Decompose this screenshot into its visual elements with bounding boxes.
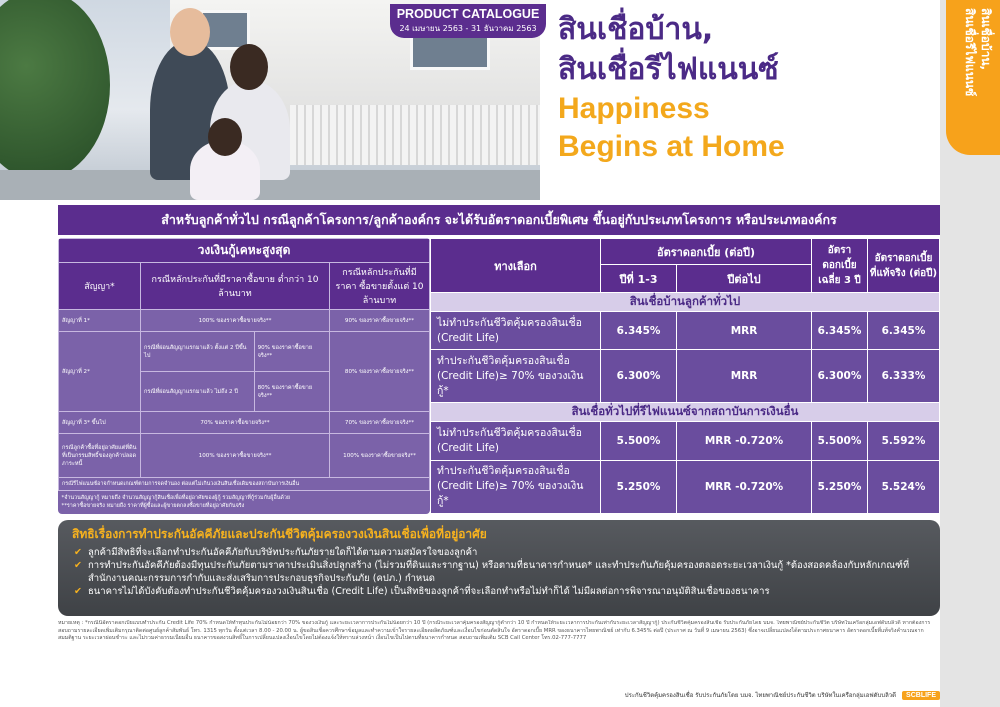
rate-option-cell (431, 422, 601, 460)
scblife-logo: SCBLIFE (902, 691, 940, 700)
fence-graphic (290, 105, 540, 165)
checkmark-icon: ✔ (74, 547, 82, 558)
rate-year13-value: 5.250% (601, 460, 677, 513)
loan-row4-under: 100% ของราคาซื้อขายจริง** (141, 434, 330, 478)
rate-year13-value: 5.500% (601, 422, 677, 460)
rate-option-line2: (Credit Life) (437, 442, 500, 454)
list-item (74, 559, 924, 585)
tree-graphic (0, 0, 110, 180)
rate-avg-value: 6.300% (812, 350, 868, 403)
loan-limit-table (58, 238, 430, 514)
benefit-text: การทำประกันอัคคีภัยต้องมีทุนประกันภัยตามราคาประเมินสิ่งปลูกสร้าง (ไม่รวมที่ดินและรากฐาน) หรือตามที่ธนาคารกำหนด* และทำประกันภัยคุ้มครองตลอดระยะเวลาเงินกู้ *ต้องสอดคล้องกับหลักเกณฑ์ที่สำนักงานคณะกรรมการกำกับและส่งเสริมการประกอบธุรกิจประกันภัย (คปภ.) กำหนด (88, 560, 910, 584)
rate-effective-value: 6.345% (868, 312, 940, 350)
section-tab[interactable] (946, 0, 1000, 155)
loan-row3-contract: สัญญาที่ 3* ขึ้นไป (59, 412, 141, 434)
rate-avg-value: 5.250% (812, 460, 868, 513)
badge-dates: 24 เมษายน 2563 - 31 ธันวาคม 2563 (399, 24, 537, 33)
rate-header-rate: อัตราดอกเบี้ย (ต่อปี) (601, 239, 812, 265)
loan-note-refinance: กรณีรีไฟแนนซ์อาจกำหนดเกณฑ์ตามการจดจำนอง ต่อแต่ไม่เกินวงเงินสินเชื่อเดิมของสถาบันการเงินอื่น (59, 478, 430, 491)
loan-header-contract: สัญญา* (59, 263, 141, 310)
loan-row1-over: 90% ของราคาซื้อขายจริง** (330, 310, 430, 332)
rate-year13-value: 6.300% (601, 350, 677, 403)
loan-row1-under: 100% ของราคาซื้อขายจริง** (141, 310, 330, 332)
loan-row1-contract: สัญญาที่ 1* (59, 310, 141, 332)
customer-banner: สำหรับลูกค้าทั่วไป กรณีลูกค้าโครงการ/ลูกค้าองค์กร จะได้รับอัตราดอกเบี้ยพิเศษ ขึ้นอยู่กับประเภทโครงการ หรือประเภทองค์กร (58, 205, 940, 235)
footer-text: ประกันชีวิตคุ้มครองสินเชื่อ รับประกันภัยโดย บมจ. ไทยพาณิชย์ประกันชีวิต บริษัทในเครือกลุ่มเอฟดับบลิวดี (624, 692, 897, 699)
rate-after-value: MRR (677, 350, 812, 403)
rate-header-year13: ปีที่ 1-3 (601, 265, 677, 293)
headline-en-2: Begins at Home (558, 130, 785, 163)
headline-en-1: Happiness (558, 92, 710, 125)
loan-header-over10m: กรณีหลักประกันที่มีราคา ซื้อขายตั้งแต่ 10 ล้านบาท (330, 263, 430, 310)
loan-note-1: *จำนวนสัญญากู้ หมายถึง จำนวนสัญญากู้สินเชื่อเพื่อที่อยู่อาศัยของผู้กู้ รวมสัญญาที่กู้ร่วมกับผู้อื่นด้วย (61, 495, 291, 501)
rate-section-refinance: สินเชื่อทั่วไปที่รีไฟแนนซ์จากสถาบันการเงินอื่น (431, 403, 940, 422)
badge-title: PRODUCT CATALOGUE (396, 7, 540, 21)
rate-header-option: ทางเลือก (431, 239, 601, 293)
loan-row3-under: 70% ของราคาซื้อขายจริง** (141, 412, 330, 434)
rate-avg-value: 5.500% (812, 422, 868, 460)
loan-header-under10m: กรณีหลักประกันที่มีราคาซื้อขาย ต่ำกว่า 10 ล้านบาท (141, 263, 330, 310)
rate-option-line1: ไม่ทำประกันชีวิตคุ้มครองสินเชื่อ (437, 316, 582, 329)
list-item (74, 546, 924, 559)
product-catalogue-badge (390, 4, 546, 38)
rate-after-value: MRR (677, 312, 812, 350)
loan-row3-over: 70% ของราคาซื้อขายจริง** (330, 412, 430, 434)
headline (558, 10, 938, 166)
rate-section-general: สินเชื่อบ้านลูกค้าทั่วไป (431, 293, 940, 312)
headline-th-1: สินเชื่อบ้าน, (558, 12, 714, 47)
rate-option-cell (431, 460, 601, 513)
rate-option-line1: ไม่ทำประกันชีวิตคุ้มครองสินเชื่อ (437, 427, 582, 439)
section-tab-label-2: สินเชื่อรีไฟแนนซ์ (963, 8, 977, 97)
rate-header-after: ปีต่อไป (677, 265, 812, 293)
rate-effective-value: 5.524% (868, 460, 940, 513)
rate-header-effective: อัตราดอกเบี้ยที่แท้จริง (ต่อปี) (868, 239, 940, 293)
loan-row2-case-a-value: 90% ของราคาซื้อขายจริง** (254, 332, 329, 372)
rate-header-avg: อัตราดอกเบี้ยเฉลี่ย 3 ปี (812, 239, 868, 293)
loan-row4-contract: กรณีลูกค้าซื้อที่อยู่อาศัยแต่ที่ดินที่เป็นกรรมสิทธิ์ของลูกค้าปลอดภาระหนี้ (59, 434, 141, 478)
rate-after-value: MRR -0.720% (677, 422, 812, 460)
father-head (170, 8, 210, 56)
footer (420, 688, 940, 702)
rate-option-line2: (Credit Life)≥ 70% ของวงเงินกู้* (437, 480, 584, 508)
headline-th-2: สินเชื่อรีไฟแนนซ์ (558, 52, 779, 87)
rate-avg-value: 6.345% (812, 312, 868, 350)
insurance-rights-title: สิทธิเรื่องการทำประกันอัคคีภัยและประกันชีวิตคุ้มครองวงเงินสินเชื่อเพื่อที่อยู่อาศัย (72, 527, 487, 541)
section-tab-label-1: สินเชื่อบ้าน, (979, 8, 993, 71)
rate-option-cell (431, 312, 601, 350)
rate-year13-value: 6.345% (601, 312, 677, 350)
mother-head (230, 44, 268, 90)
rate-option-line1: ทำประกันชีวิตคุ้มครองสินเชื่อ (437, 465, 570, 478)
checkmark-icon: ✔ (74, 586, 82, 597)
benefit-text: ลูกค้ามีสิทธิที่จะเลือกทำประกันอัคคีภัยกับบริษัทประกันภัยรายใดก็ได้ตามความสมัครใจของลูกค้า (88, 547, 478, 558)
loan-row2-case-a: กรณีที่ผ่อนสัญญาแรกมาแล้ว ตั้งแต่ 2 ปีขึ้นไป (141, 332, 255, 372)
rate-option-line2: (Credit Life)≥ 70% ของวงเงินกู้* (437, 369, 584, 397)
interest-rate-table (430, 238, 940, 514)
list-item (74, 585, 924, 598)
loan-note-2: **ราคาซื้อขายจริง หมายถึง ราคาที่ผู้ซื้อและผู้ขายตกลงซื้อขายที่อยู่อาศัยกันจริง (61, 503, 245, 509)
benefit-text: ธนาคารไม่ได้บังคับต้องทำประกันชีวิตคุ้มครองวงเงินสินเชื่อ (Credit Life) เป็นสิทธิของลูกค้าที่จะเลือกทำหรือไม่ทำก็ได้ ไม่มีผลต่อการพิจารณาอนุมัติสินเชื่อของธนาคาร (88, 586, 770, 597)
side-strip (940, 0, 1000, 707)
rate-after-value: MRR -0.720% (677, 460, 812, 513)
loan-row2-case-b: กรณีที่ผ่อนสัญญาแรกมาแล้ว ไม่ถึง 2 ปี (141, 372, 255, 412)
child-head (208, 118, 242, 156)
fine-print: หมายเหตุ : *กรณีนี้อัตราดอกเบี้ยแบบทำประกัน Credit Life 70% กำหนดให้ทำทุนประกันไม่น้อยกว่า 70% ของวงเงินกู้ และระยะเวลาการประกันไม่น้อยกว่า 10 ปี (กรณีระยะเวลาคุ้มครองสัญญากู้ต่ำกว่า 10 ปี กำหนดให้ระยะเวลาการประกันเท่ากับระยะเวลาสัญญากู้) ประกันชีวิตคุ้มครองสินเชื่อ รับประกันภัยโดย บมจ. ไทยพาณิชย์ประกันชีวิต บริษัทในเครือกลุ่มเอฟดับบลิวดี หากต้องการสอบถามรายละเอียดเพิ่มเติมกรุณาติดต่อศูนย์ลูกค้าสัมพันธ์ โทร. 1315 ทุกวัน ตั้งแต่เวลา 8.00 - 20.00 น. ผู้ขอสินเชื่อควรศึกษาข้อมูลและทำความเข้าใจรายละเอียดผลิตภัณฑ์และเงื่อนไขก่อนตัดสินใจ อัตราดอกเบี้ย MRR ของธนาคารไทยพาณิชย์ เท่ากับ 6.345% ต่อปี (ประกาศ ณ วันที่ 9 เมษายน 2563) ซึ่งอาจเปลี่ยนแปลงได้ตามประกาศธนาคาร อัตราดอกเบี้ยที่แท้จริงคำนวณจากสมมติฐาน ระยะเวลาผ่อนชำระ และไม่รวมค่าธรรมเนียมอื่น ธนาคารขอสงวนสิทธิ์ในการเปลี่ยนแปลงเงื่อนไขโดยไม่ต้องแจ้งให้ทราบล่วงหน้า เงื่อนไขเป็นไปตามที่ธนาคารกำหนด สอบถามเพิ่มเติม SCB Call Center โทร.02-777-7777 (58, 620, 931, 642)
loan-row2-case-b-value: 80% ของราคาซื้อขายจริง** (254, 372, 329, 412)
checkmark-icon: ✔ (74, 560, 82, 571)
loan-row2-over: 80% ของราคาซื้อขายจริง** (330, 332, 430, 412)
rate-effective-value: 6.333% (868, 350, 940, 403)
rate-option-line2: (Credit Life) (437, 331, 500, 344)
loan-table-title: วงเงินกู้เคหะสูงสุด (59, 239, 430, 263)
rate-option-cell (431, 350, 601, 403)
rate-option-line1: ทำประกันชีวิตคุ้มครองสินเชื่อ (437, 354, 570, 367)
loan-row2-contract: สัญญาที่ 2* (59, 332, 141, 412)
rate-effective-value: 5.592% (868, 422, 940, 460)
loan-row4-over: 100% ของราคาซื้อขายจริง** (330, 434, 430, 478)
insurance-rights-box (58, 520, 940, 616)
